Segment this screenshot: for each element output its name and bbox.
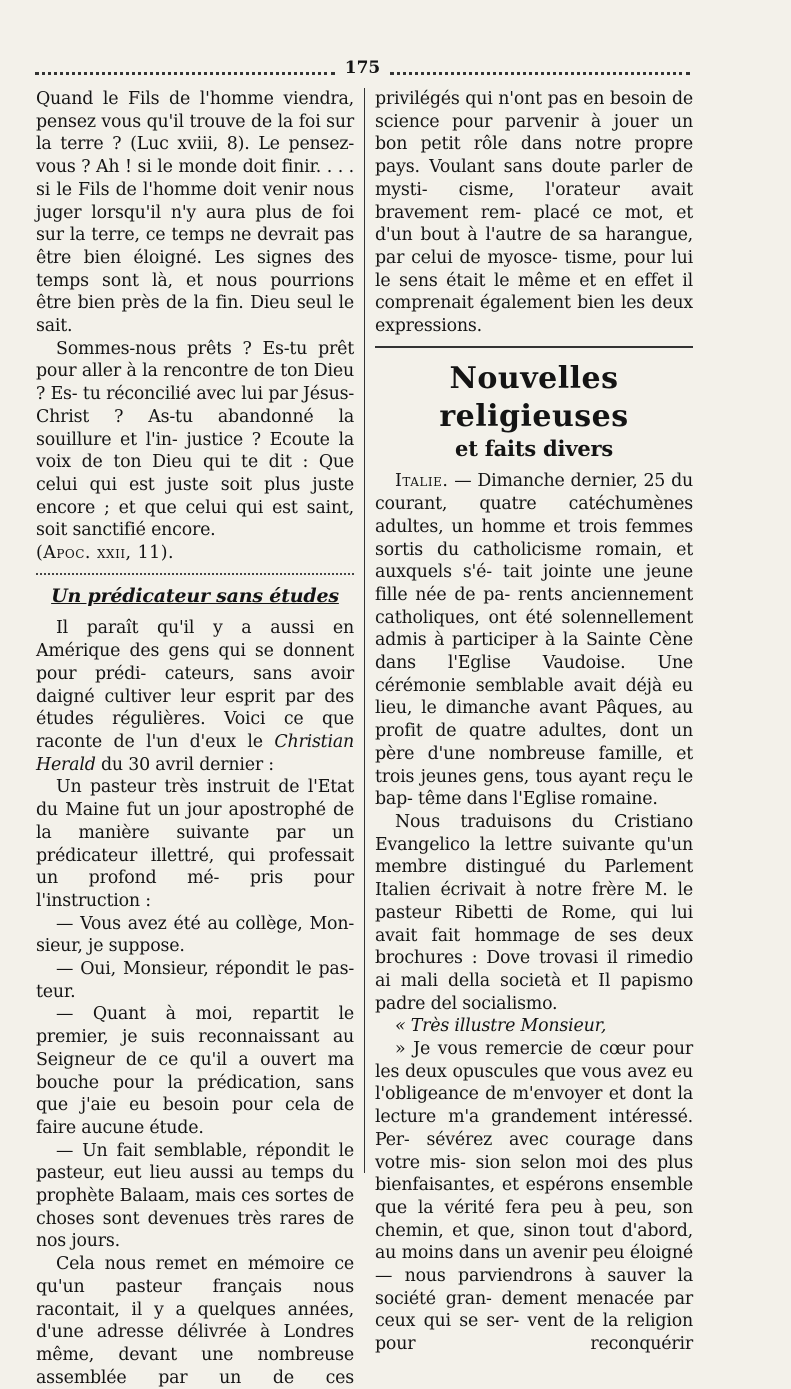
text-line: sieur, je suppose. xyxy=(36,936,185,957)
text-line: de la fin. Dieu seul le sait. xyxy=(36,293,354,337)
text-line: Nous traduisons du Cristiano xyxy=(395,811,693,832)
paragraph-italie xyxy=(375,470,693,811)
text-line: cisme, l'orateur avait bravement rem- xyxy=(375,179,694,223)
paragraph-dialogue-college xyxy=(36,913,354,958)
text-line: trovasi il rimedio ai mali della società xyxy=(375,948,693,991)
text-line: bien les deux expressions. xyxy=(375,293,694,337)
paragraph-pasteur-maine xyxy=(36,776,354,912)
text-line: vous ? Ah ! si le monde doit finir. . . . xyxy=(36,157,354,178)
paragraph-fils-de-l-homme xyxy=(36,88,354,338)
text-line: tait jointe une jeune fille née de pa- xyxy=(375,562,694,605)
section-divider-right xyxy=(375,346,693,348)
text-line: parviendrons à sauver la société gran- xyxy=(375,1266,694,1309)
text-line: Quand le Fils de l'homme viendra, xyxy=(36,89,354,109)
text-line: dans un avenir peu éloigné — nous xyxy=(375,1243,693,1287)
text-line: la terre, ce temps ne devrait pas être xyxy=(36,225,355,268)
text-line: vent de la religion pour reconquérir xyxy=(375,1311,693,1355)
text-line: des gens qui se donnent pour prédi- xyxy=(36,641,354,684)
text-line: un homme et trois femmes sortis du xyxy=(375,516,694,560)
text-line: été solennellement admis à participer xyxy=(375,607,693,651)
text-line: pasteur, eut lieu aussi au temps du xyxy=(36,1163,354,1184)
text-line: Ribetti de Rome, qui lui avait fait xyxy=(375,902,694,946)
text-line: qui te dit : Que celui qui est juste xyxy=(36,452,354,495)
text-line: dement menacée par ceux qui se ser- xyxy=(375,1288,694,1332)
text-line: la terre ? (Luc xviii, 8). Le pensez- xyxy=(36,134,354,155)
text-line: Une cérémonie semblable avait déjà xyxy=(375,653,694,696)
text-line: à la Sainte Cène dans l'Eglise Vaudoise. xyxy=(375,630,693,674)
text-line: soit plus juste encore ; et que celui xyxy=(36,474,355,518)
text-line: prophète Balaam, mais ces sortes de xyxy=(36,1186,354,1207)
column-divider xyxy=(364,88,365,1173)
text-line: du Maine fut un jour apostrophé de xyxy=(36,800,354,821)
text-line: là, et nous pourrions être bien près xyxy=(36,270,354,314)
citation-apocalypse xyxy=(36,542,354,565)
text-line: je suis reconnaissant au Seigneur de xyxy=(36,1027,355,1070)
text-line: jeunes gens, tous ayant reçu le bap- xyxy=(375,766,693,810)
salutation xyxy=(375,1015,693,1038)
text-line: juger lorsqu'il n'y aura plus de foi sur xyxy=(36,202,354,246)
text-line: privilégés qui n'ont pas en besoin de xyxy=(375,89,693,109)
text-line: au profit de quatre adultes, dont un xyxy=(375,698,693,742)
text-line: de sa harangue, par celui de myosce- xyxy=(375,225,694,268)
text-line: fera peu à peu, son chemin, et que, xyxy=(375,1197,693,1241)
text-line: Un pasteur très instruit de l'Etat xyxy=(56,777,354,798)
paragraph-cristiano-evangelico xyxy=(375,811,693,1015)
paragraph-dialogue-quant-a-moi xyxy=(36,1003,354,1139)
paragraph-amerique xyxy=(36,617,354,776)
text-line: délivrée à Londres même, devant une xyxy=(36,1322,355,1365)
text-line: hommage de ses deux brochures : Dove xyxy=(375,925,694,969)
text-line: écrivait à notre frère M. le pasteur xyxy=(375,880,693,923)
text-line: du 30 avril dernier : xyxy=(95,754,274,775)
header-rule-right xyxy=(390,72,690,75)
text-line: pensez vous qu'il trouve de la foi sur xyxy=(36,111,354,132)
text-line: l'obligeance de m'envoyer et dont la xyxy=(375,1084,693,1105)
text-line: prédication, sans que j'aie eu besoin xyxy=(36,1072,355,1116)
text-line: et espérons ensemble que la vérité xyxy=(375,1175,694,1218)
text-line: » Je vous remercie de cœur pour xyxy=(395,1039,693,1060)
text-line: père d'une nombreuse famille, et trois xyxy=(375,743,693,787)
paragraph-sommes-nous-prets xyxy=(36,338,354,542)
text-line: et en effet il comprenait également xyxy=(375,270,693,314)
text-line: — Un fait semblable, répondit le xyxy=(56,1140,354,1161)
text-line: qui est saint, soit sanctifié encore. xyxy=(36,497,355,541)
text-line: petit rôle dans notre propre pays. xyxy=(375,134,694,178)
text-line: illettré, qui professait un profond mé- xyxy=(36,845,354,889)
page-number: 175 xyxy=(344,58,381,78)
text-line: sévérez avec courage dans votre mis- xyxy=(375,1129,693,1173)
text-line: nos jours. xyxy=(36,1231,120,1252)
text-line: bien éloigné. Les signes des temps sont xyxy=(36,247,354,291)
text-line: justice ? Ecoute la voix de ton Dieu xyxy=(36,429,354,473)
text-line: tisme, pour lui le sens était le même xyxy=(375,247,694,291)
citation-text: (Apoc. xxii, 11). xyxy=(36,543,175,564)
text-line: Evangelico la lettre suivante qu'un xyxy=(375,834,693,855)
paragraph-dialogue-balaam xyxy=(36,1140,354,1254)
text-line: qu'un pasteur français nous racontait, xyxy=(36,1276,354,1320)
text-line: et Il papismo padre del socialismo. xyxy=(375,970,694,1014)
text-line: sinon tout d'abord, au moins xyxy=(375,1220,693,1264)
text-line: la manière suivante par un prédicateur xyxy=(36,822,354,866)
text-line: Cela nous remet en mémoire ce xyxy=(56,1254,354,1275)
text-line: nombreuse assemblée par un de ces xyxy=(36,1344,354,1388)
text-line: eu lieu, le dimanche avant Pâques, xyxy=(375,675,693,719)
text-line: — Quant à moi, repartit le premier, xyxy=(36,1004,354,1048)
section-divider xyxy=(36,573,354,575)
text-line: science pour parvenir à jouer un bon xyxy=(375,111,693,155)
page-header xyxy=(35,58,690,80)
publication-name: Christian Herald xyxy=(36,731,355,775)
text-line: rents anciennement catholiques, ont xyxy=(375,584,693,628)
right-column xyxy=(375,88,693,1356)
text-line: tême dans l'Eglise romaine. xyxy=(418,789,658,810)
text-line: ce qu'il a ouvert ma bouche pour la xyxy=(36,1049,354,1093)
text-line: sion selon moi des plus bienfaisantes, xyxy=(375,1152,693,1196)
heading-nouvelles-religieuses: Nouvelles religieuses xyxy=(439,360,629,434)
text-line: lecture m'a grandement intéressé. Per- xyxy=(375,1107,693,1150)
subheading-faits-divers: et faits divers xyxy=(455,435,613,461)
paragraph-lettre xyxy=(375,1038,693,1356)
text-line: membre distingué du Parlement Italien xyxy=(375,857,693,901)
text-line: il y a quelques années, d'une adresse xyxy=(36,1299,355,1343)
text-line: placé ce mot, et d'un bout à l'autre xyxy=(375,202,693,246)
text-line: teur. xyxy=(36,981,76,1002)
text-line: catholicisme romain, et auxquels s'é- xyxy=(375,539,694,583)
section-title-predicateur: Un prédicateur sans études xyxy=(51,584,339,607)
text-line: leur esprit par des études régulières. xyxy=(36,686,354,730)
text-line: pour cela de faire aucune étude. xyxy=(36,1095,354,1138)
italie-label: Italie. xyxy=(395,471,449,492)
text-line: Voulant sans doute parler de mysti- xyxy=(375,157,694,200)
text-line: cateurs, sans avoir daigné cultiver xyxy=(36,663,354,707)
text-line: courant, quatre catéchumènes adultes, xyxy=(375,494,693,537)
text-line: — Dimanche dernier, 25 du xyxy=(448,471,693,492)
paragraph-privileges xyxy=(375,88,693,338)
text-line: As-tu abandonné la souillure et l'in- xyxy=(36,406,354,450)
text-line: si le Fils de l'homme doit venir nous xyxy=(36,179,354,200)
text-line: — Oui, Monsieur, répondit le pas- xyxy=(56,959,354,980)
text-line: choses sont devenues très rares de xyxy=(36,1208,354,1229)
left-column xyxy=(36,88,354,1389)
paragraph-dialogue-oui xyxy=(36,958,354,1003)
text-line: Il paraît qu'il y a aussi en Amérique xyxy=(36,618,354,662)
text-line: Sommes-nous prêts ? Es-tu prêt pour xyxy=(36,338,354,382)
text-line: les deux opuscules que vous avez eu xyxy=(375,1061,693,1082)
text-line: tu réconcilié avec lui par Jésus-Christ ? xyxy=(36,384,355,427)
text-line: pris pour l'instruction : xyxy=(36,868,355,911)
paragraph-londres xyxy=(36,1253,354,1389)
text-line: Voici ce que raconte de l'un d'eux le xyxy=(36,709,355,752)
text-line: — Vous avez été au collège, Mon- xyxy=(56,913,354,934)
salutation-text: « Très illustre Monsieur, xyxy=(395,1016,607,1037)
text-line: aller à la rencontre de ton Dieu ? Es- xyxy=(36,361,354,405)
